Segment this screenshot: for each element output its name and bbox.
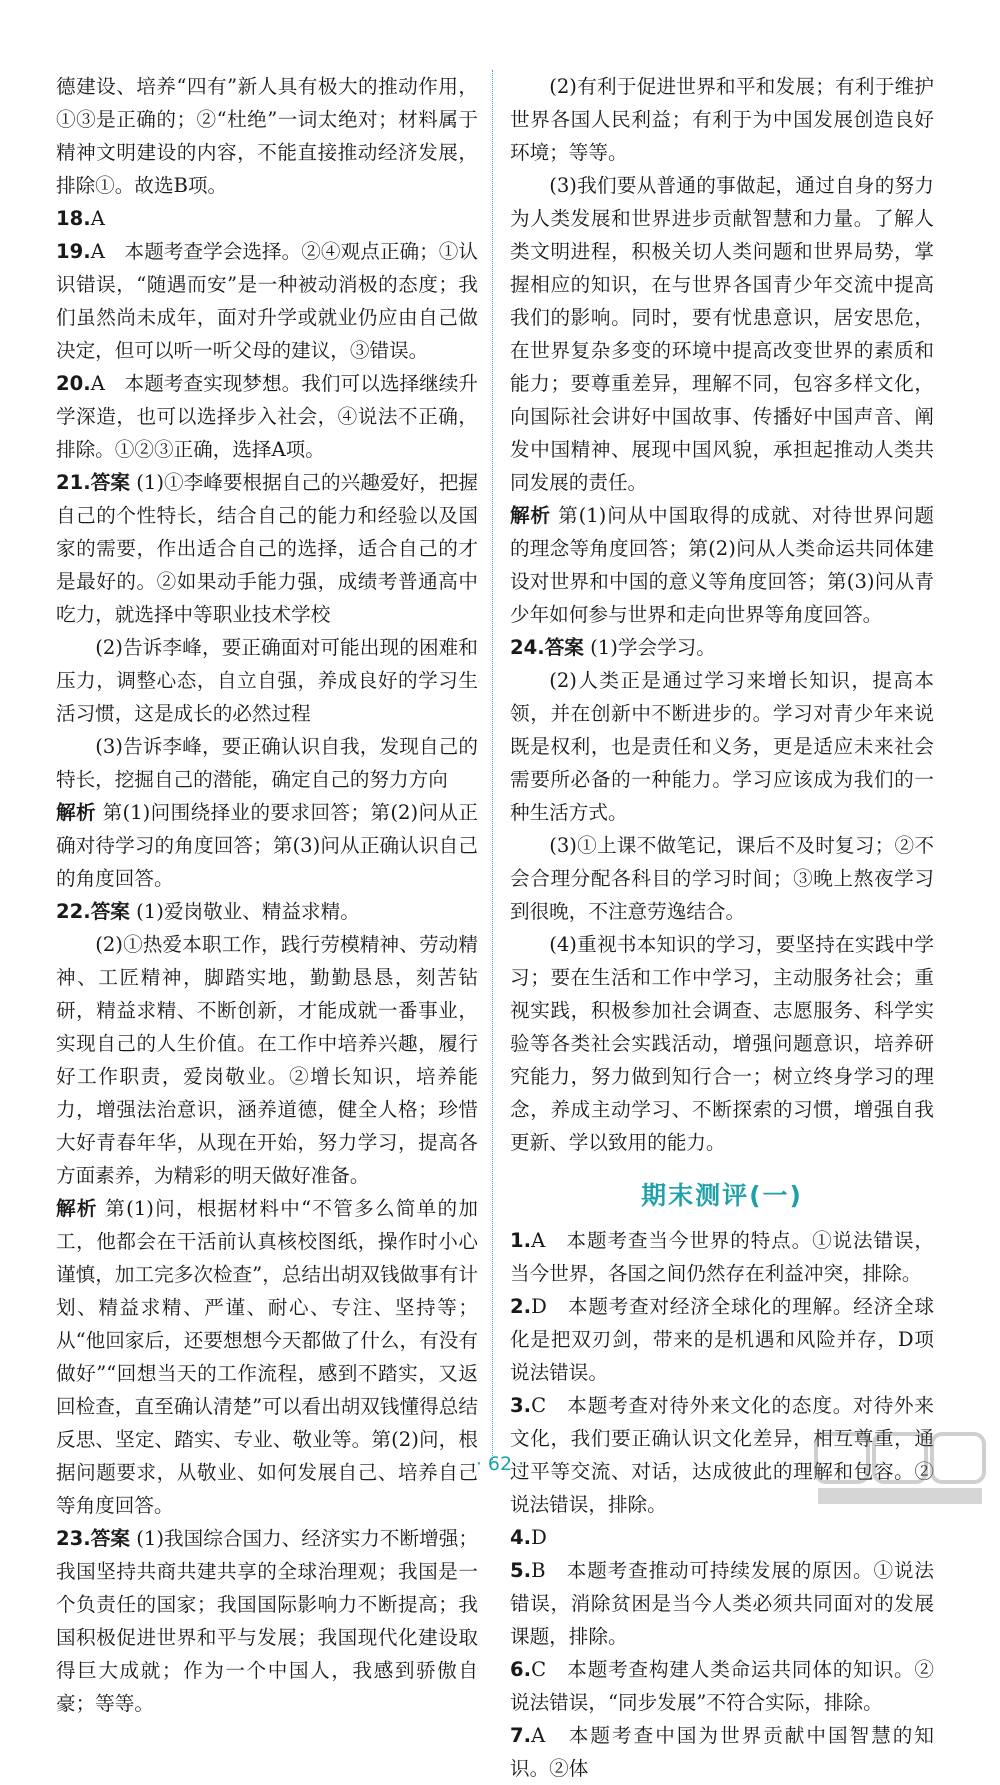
column-divider (492, 70, 493, 1460)
analysis-tag: 解析 (56, 1197, 98, 1220)
question-number: 3. (510, 1394, 532, 1417)
question-number: 6. (510, 1658, 532, 1681)
paragraph-text: (2)有利于促进世界和平和发展；有利于维护世界各国人民利益；有利于为中国发展创造良好环境；等等。 (510, 75, 934, 164)
section-title: 期末测评(一) (641, 1181, 803, 1210)
paragraph-text: (2)①热爱本职工作，践行劳模精神、劳动精神、工匠精神，脚踏实地，勤勤恳恳，刻苦钻研，精益求精、不断创新，才能成就一番事业，实现自己的人生价值。在工作中培养兴趣，履行好工作职责，爱岗敬业。②增长知识，培养能力，增强法治意识，涵养道德，健全人格；珍惜大好青春年华，从现在开始，努力学习，提高各方面素养，为精彩的明天做好准备。 (56, 933, 478, 1187)
paragraph-text: (3)①上课不做笔记，课后不及时复习；②不会合理分配各科目的学习时间；③晚上熬夜学习到很晚，不注意劳逸结合。 (510, 834, 934, 923)
answer-tag: 答案 (544, 636, 584, 659)
paragraph-text: (2)告诉李峰，要正确面对可能出现的困难和压力，调整心态，自立自强，养成良好的学习生活习惯，这是成长的必然过程 (56, 636, 478, 725)
answer-tag: 答案 (90, 900, 130, 923)
answer-tag: 答案 (90, 1527, 130, 1550)
answer-paragraph (56, 730, 478, 796)
answer-paragraph (510, 928, 934, 1159)
paragraph-text: (1)我国综合国力、经济实力不断增强；我国坚持共商共建共享的全球治理观；我国是一个负责任的国家；我国国际影响力不断提高；我国积极促进世界和平与发展；我国现代化建设取得巨大成就；作为一个中国人，我感到骄傲自豪；等等。 (56, 1527, 478, 1715)
question-number: 5. (510, 1559, 532, 1582)
watermark-logo-icon (810, 1430, 990, 1508)
answer-paragraph (510, 1521, 934, 1554)
paragraph-text: C 本题考查对待外来文化的态度。对待外来文化，我们要正确认识文化差异，相互尊重，通过平等交流、对话，达成彼此的理解和包容。②说法错误，排除。 (510, 1394, 934, 1516)
answer-paragraph (510, 499, 934, 631)
question-number: 19. (56, 240, 91, 263)
question-number: 23. (56, 1527, 91, 1550)
question-number: 4. (510, 1526, 532, 1549)
answer-paragraph (56, 631, 478, 730)
analysis-tag: 解析 (510, 504, 551, 527)
answer-paragraph (56, 1522, 478, 1720)
paragraph-text: (1)爱岗敬业、精益求精。 (136, 900, 360, 923)
answer-paragraph (56, 895, 478, 928)
answer-paragraph (510, 1224, 934, 1290)
question-number: 20. (56, 372, 91, 395)
paragraph-text: A 本题考查实现梦想。我们可以选择继续升学深造，也可以选择步入社会，④说法不正确，排除。①②③正确，选择A项。 (56, 372, 478, 461)
question-number: 24. (510, 636, 545, 659)
answer-paragraph (510, 631, 934, 664)
paragraph-text: (3)告诉李峰，要正确认识自我，发现自己的特长，挖掘自己的潜能，确定自己的努力方向 (56, 735, 478, 791)
answer-tag: 答案 (90, 471, 130, 494)
paragraph-text: (2)人类正是通过学习来增长知识，提高本领，并在创新中不断进步的。学习对青少年来说既是权利，也是责任和义务，更是适应未来社会需要所必备的一种能力。学习应该成为我们的一种生活方式。 (510, 669, 934, 824)
answer-paragraph (510, 664, 934, 829)
question-number: 2. (510, 1295, 532, 1318)
paragraph-text: 德建设、培养“四有”新人具有极大的推动作用，①③是正确的；②“杜绝”一词太绝对；材料属于精神文明建设的内容，不能直接推动经济发展，排除①。故选B项。 (56, 75, 478, 197)
answer-paragraph (510, 1554, 934, 1653)
answer-paragraph (56, 202, 478, 235)
answer-paragraph (56, 367, 478, 466)
answer-paragraph (56, 928, 478, 1192)
paragraph-text: (3)我们要从普通的事做起，通过自身的努力为人类发展和世界进步贡献智慧和力量。了解人类文明进程，积极关切人类问题和世界局势，掌握相应的知识，在与世界各国青少年交流中提高我们的影响。同时，要有忧患意识，居安思危，在世界复杂多变的环境中提高改变世界的素质和能力；要尊重差异，理解不同，包容多样文化，向国际社会讲好中国故事、传播好中国声音、阐发中国精神、展现中国风貌，承担起推动人类共同发展的责任。 (510, 174, 934, 494)
paragraph-text: (1)①李峰要根据自己的兴趣爱好，把握自己的个性特长，结合自己的能力和经验以及国家的需要，作出适合自己的选择，适合自己的才是最好的。②如果动手能力强，成绩考普通高中吃力，就选择中等职业技术学校 (56, 471, 478, 626)
paragraph-text: 第(1)问围绕择业的要求回答；第(2)问从正确对待学习的角度回答；第(3)问从正确认识自己的角度回答。 (56, 801, 478, 890)
answer-paragraph (510, 829, 934, 928)
answer-paragraph (56, 466, 478, 631)
paragraph-text: A 本题考查当今世界的特点。①说法错误，当今世界，各国之间仍然存在利益冲突，排除。 (510, 1229, 934, 1285)
question-number: 18. (56, 207, 91, 230)
paragraph-text: D 本题考查对经济全球化的理解。经济全球化是把双刃剑，带来的是机遇和风险并存，D项说法错误。 (510, 1295, 934, 1384)
answer-paragraph (510, 169, 934, 499)
analysis-tag: 解析 (56, 801, 96, 824)
paragraph-text: D (531, 1526, 547, 1549)
paragraph-text: A 本题考查中国为世界贡献中国智慧的知识。②体 (510, 1724, 934, 1780)
paragraph-text: 第(1)问，根据材料中“不管多么简单的加工，他都会在干活前认真核校图纸，操作时小心谨慎，加工完多次检查”，总结出胡双钱做事有计划、精益求精、严谨、耐心、专注、坚持等；从“他回家后，还要想想今天都做了什么，有没有做好”“回想当天的工作流程，感到不踏实，又返回检查，直至确认清楚”可以看出胡双钱懂得总结反思、坚定、踏实、专业、敬业等。第(2)问，根据问题要求，从敬业、如何发展自己、培养自己等角度回答。 (56, 1197, 478, 1517)
right-column (510, 70, 934, 1785)
answer-paragraph (56, 235, 478, 367)
paragraph-text: 第(1)问从中国取得的成就、对待世界问题的理念等角度回答；第(2)问从人类命运共同体建设对世界和中国的意义等角度回答；第(3)问从青少年如何参与世界和走向世界等角度回答。 (510, 504, 935, 626)
answer-paragraph (510, 1719, 934, 1785)
paragraph-text: (1)学会学习。 (590, 636, 716, 659)
paragraph-text: B 本题考查推动可持续发展的原因。①说法错误，消除贫困是当今人类必须共同面对的发展课题，排除。 (510, 1559, 934, 1648)
question-number: 21. (56, 471, 91, 494)
answer-paragraph (510, 1290, 934, 1389)
question-number: 7. (510, 1724, 532, 1747)
paragraph-text: (4)重视书本知识的学习，要坚持在实践中学习；要在生活和工作中学习，主动服务社会；重视实践，积极参加社会调查、志愿服务、科学实验等各类社会实践活动，增强问题意识，培养研究能力，努力做到知行合一；树立终身学习的理念，养成主动学习、不断探索的习惯，增强自我更新、学以致用的能力。 (510, 933, 934, 1154)
question-number: 22. (56, 900, 91, 923)
paragraph-text: C 本题考查构建人类命运共同体的知识。②说法错误，“同步发展”不符合实际，排除。 (510, 1658, 934, 1714)
answer-paragraph (510, 70, 934, 169)
page-number: · 62 · (475, 1453, 525, 1475)
answer-paragraph (56, 796, 478, 895)
paragraph-text: A (90, 207, 105, 230)
answer-paragraph (510, 1653, 934, 1719)
paragraph-text: A 本题考查学会选择。②④观点正确；①认识错误，“随遇而安”是一种被动消极的态度；我们虽然尚未成年，面对升学或就业仍应由自己做决定，但可以听一听父母的建议，③错误。 (56, 240, 478, 362)
question-number: 1. (510, 1229, 532, 1252)
right-answers-part-1 (510, 70, 934, 1159)
answer-paragraph (56, 70, 478, 202)
